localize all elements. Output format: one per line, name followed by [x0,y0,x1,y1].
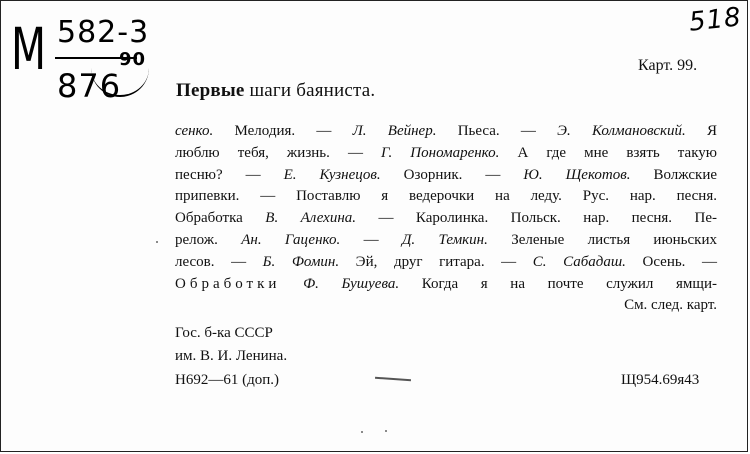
contents-segment [280,276,303,292]
card-number: Карт. 99. [638,57,698,74]
speck [361,431,363,433]
author-name: Ю. Щекотов. [523,166,631,183]
author-name: С. Сабадаш. [532,253,626,270]
handwritten-corner-number: 518 [687,2,744,38]
speck [385,430,387,432]
author-name: сенко. [175,123,214,139]
catalog-code: Н692—61 (доп.) [175,372,279,388]
contents-segment: Когда я на почте служил ямщи- [399,275,717,292]
contents-segment: люблю тебя, жизнь. — [175,144,382,161]
contents-line [175,121,717,143]
contents-lines [175,121,717,295]
contents-segment: Мелодия. — [213,123,353,139]
contents-segment: Я [685,123,718,139]
author-name: Ан. Гаценко. [241,231,341,248]
continued-note: См. след. карт. [624,297,717,314]
contents-line [175,143,717,165]
contents-segment: Осень. — [625,253,718,270]
contents-segment: припевки. — Поставлю я ведерочки на леду. Рус. нар. песня. [175,188,717,205]
contents-segment: Обработки [175,275,281,292]
handwritten-number-bottom: 876 [57,67,122,105]
book-title-bold: Первые [176,80,245,101]
author-name: Д. Темкин. [401,231,488,248]
contents-segment: — Каролинка. Польск. нар. песня. Пе- [356,210,717,227]
author-name: Э. Колмановский. [557,123,686,139]
contents-line [175,165,717,187]
handwritten-number-top: 582-3 [57,15,150,50]
pencil-mark [375,377,411,382]
contents-segment: Озорник. — [380,166,524,183]
library-line-1: Гос. б-ка СССР [175,325,273,341]
contents-line [175,230,717,252]
contents-segment: — [340,231,402,248]
handwritten-number-small: 90 [119,49,147,70]
contents-segment: Волжские [630,166,718,183]
contents-segment: Зеленые листья июньских [487,231,717,248]
author-name: Г. Пономаренко. [381,144,500,161]
contents-segment: релож. [175,231,242,248]
contents-segment: Эй, друг гитара. — [339,253,533,270]
book-title-rest: шаги баяниста. [244,80,376,101]
author-name: Ф. Бушуева. [303,275,400,292]
contents-segment: лесов. — [175,253,263,270]
speck [156,241,158,243]
contents-segment: Обработка [175,210,266,227]
library-line-2: им. В. И. Ленина. [175,348,288,364]
order-number: Щ954.69я43 [621,372,700,388]
contents-line [175,186,717,208]
author-name: Л. Вейнер. [352,123,437,139]
contents-line [175,252,717,274]
book-title [176,80,375,102]
contents-segment: песню? — [175,166,284,183]
contents-segment: Пьеса. — [436,123,558,139]
author-name: Е. Кузнецов. [283,166,381,183]
contents-line [175,274,717,296]
author-name: Б. Фомин. [262,253,340,270]
author-name: В. Алехина. [265,210,357,227]
contents-text [175,121,717,317]
handwritten-letter: М [11,15,47,83]
contents-segment: А где мне взять такую [499,144,717,161]
contents-line [175,208,717,230]
